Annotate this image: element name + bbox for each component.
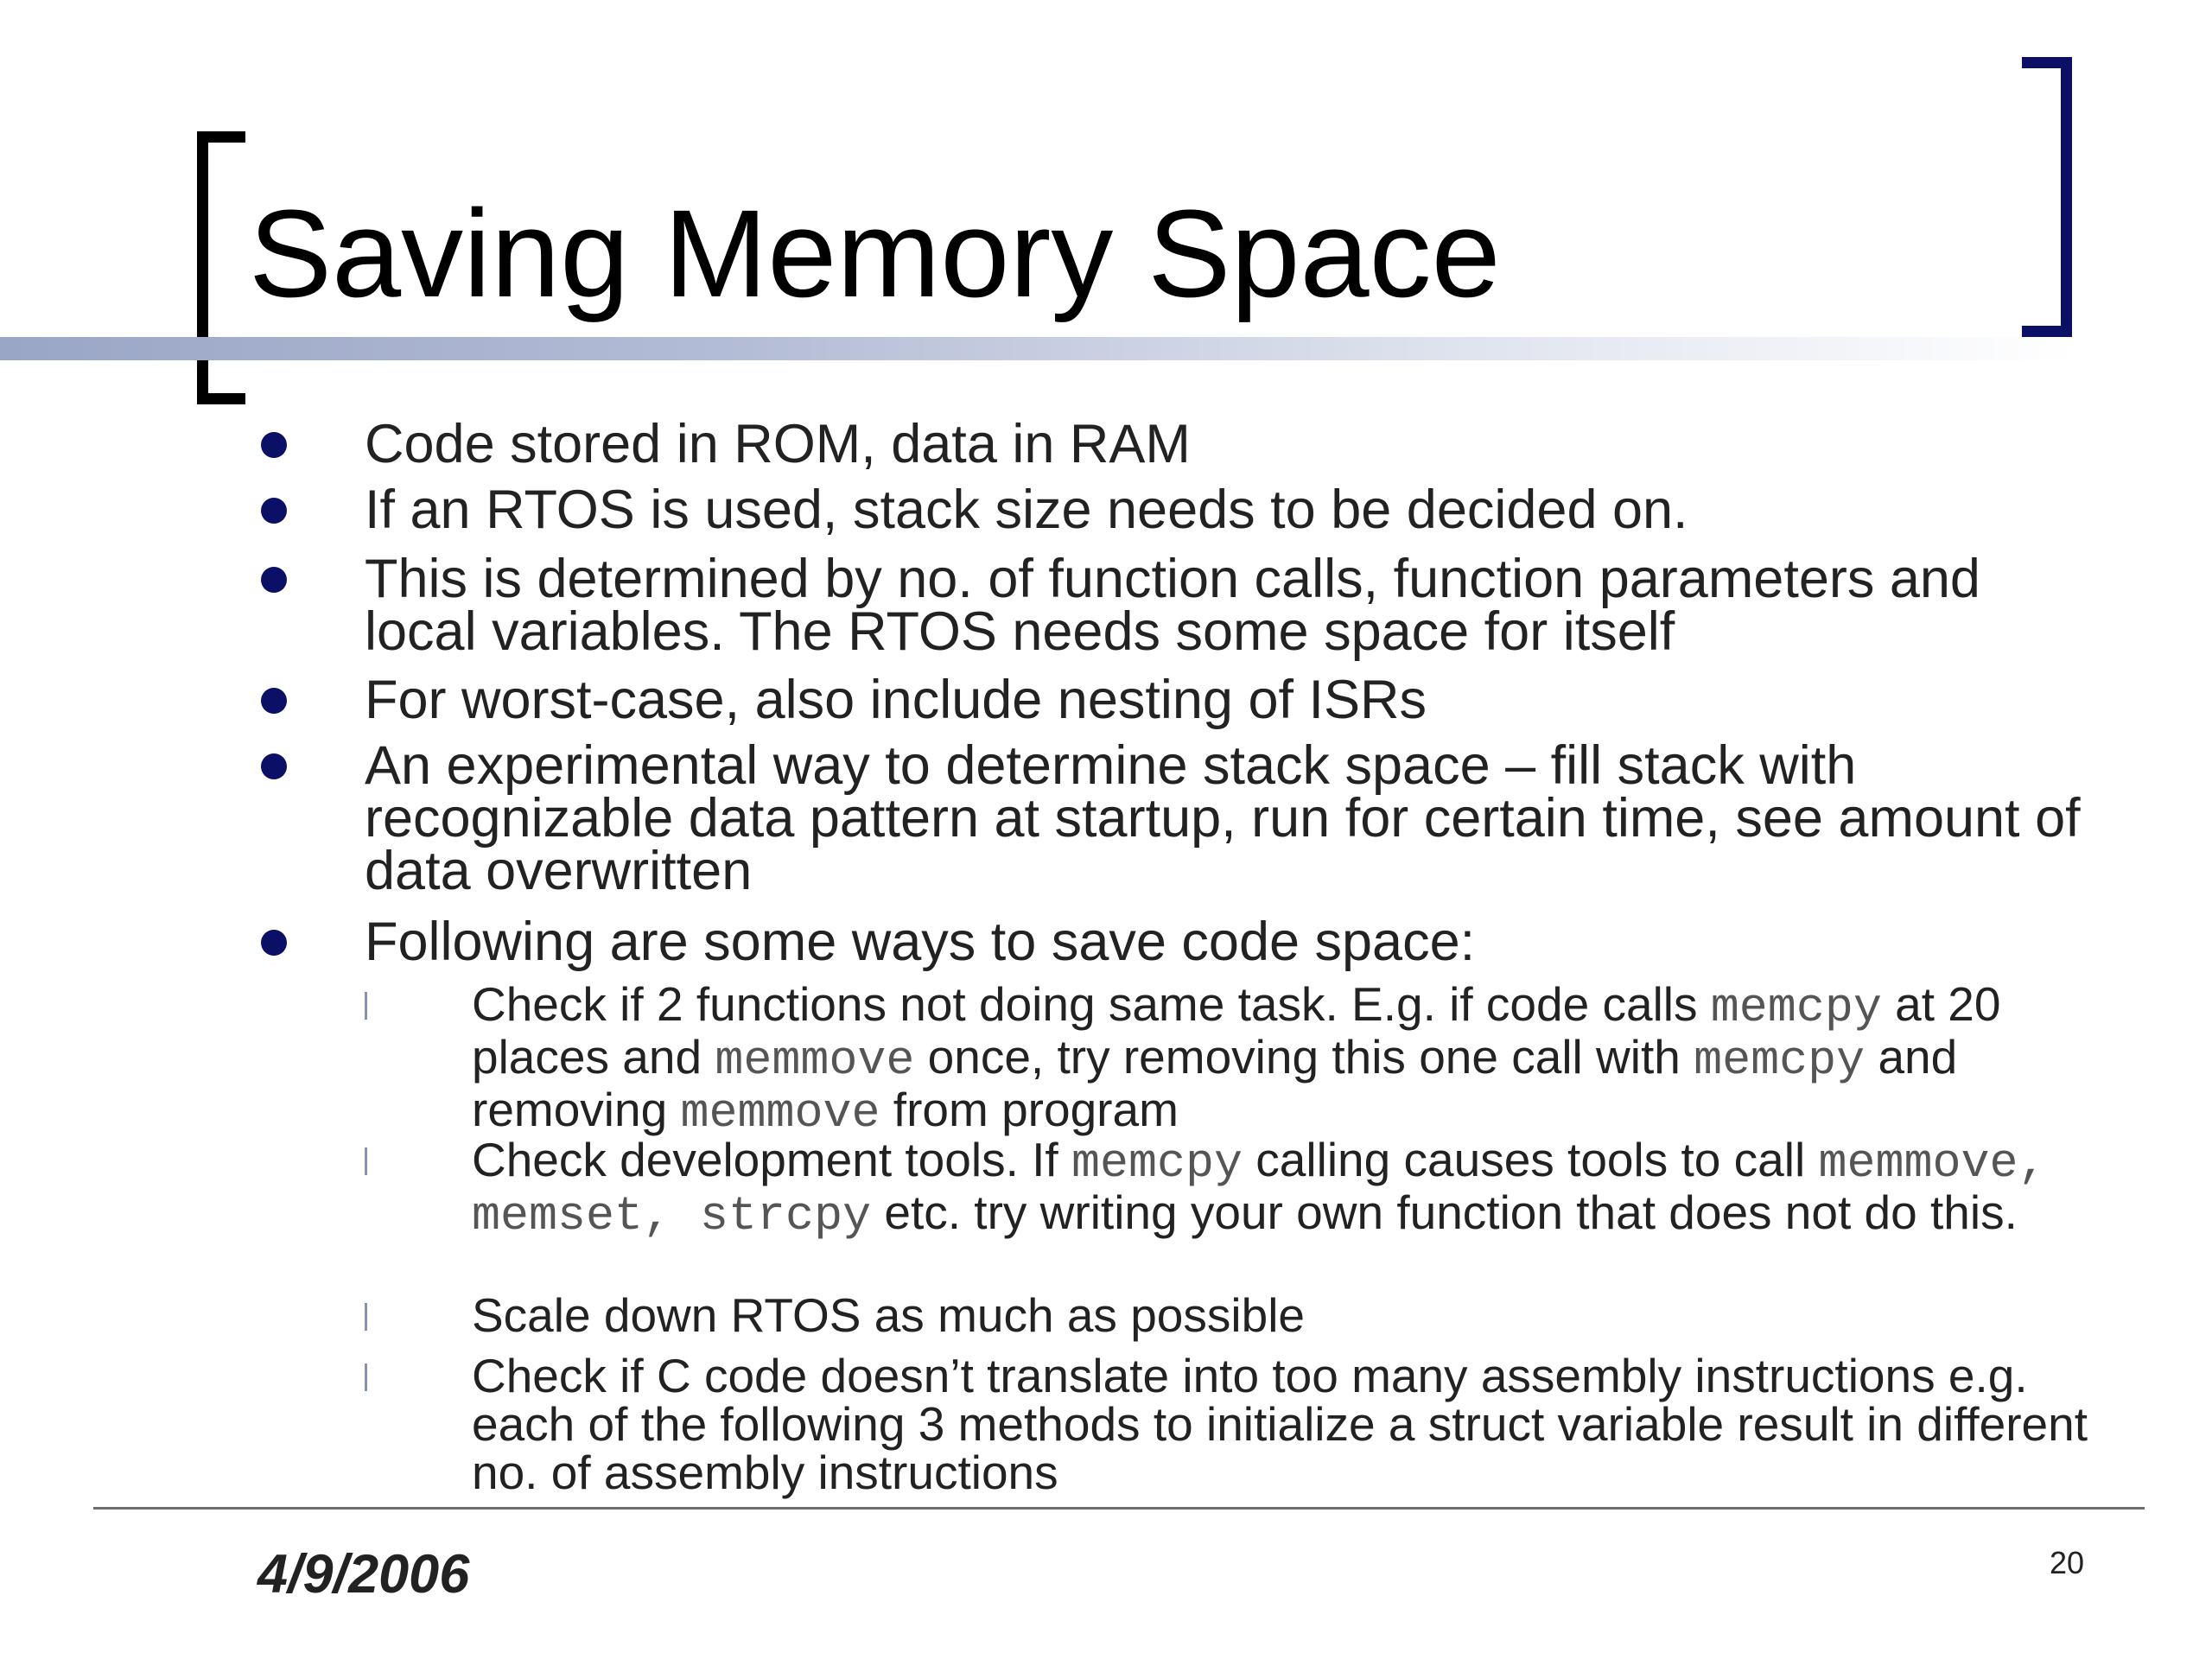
- code-memmove: memmove: [680, 1086, 880, 1141]
- sub-bullet-tick-icon: [365, 992, 367, 1020]
- bullet-item: [365, 414, 2093, 474]
- sub-bullet-tick-icon: [365, 1303, 367, 1331]
- sub-bullet-tick-icon: [365, 1363, 367, 1391]
- code-memcpy: memcpy: [1071, 1136, 1243, 1191]
- sub-bullet-tick-icon: [365, 1147, 367, 1175]
- page-number: 20: [2050, 1545, 2085, 1580]
- bullet-text: For worst-case, also include nesting of ISRs: [365, 670, 1427, 730]
- code-memmove: memmove: [715, 1033, 915, 1088]
- code-memcpy: memcpy: [1694, 1033, 1866, 1088]
- footer-date: 4/9/2006: [257, 1544, 470, 1605]
- bullet-text: If an RTOS is used, stack size needs to be decided on.: [365, 480, 1688, 540]
- bullet-text: An experimental way to determine stack space – fill stack with recognizable data pattern at startup, run for certain time, see amount of data overwritten: [365, 735, 2081, 901]
- bullet-text: This is determined by no. of function calls, function parameters and local variables. The RTOS needs some space for itself: [365, 549, 1980, 662]
- sub-bullet-item: [472, 1351, 2096, 1497]
- slide-title: Saving Memory Space: [249, 184, 1501, 323]
- code-memcpy: memcpy: [1710, 981, 1882, 1035]
- bullet-item: [365, 912, 2093, 972]
- bullet-text: Following are some ways to save code space:: [365, 912, 1476, 972]
- bullet-dot-icon: [261, 567, 287, 593]
- code-function-list: memmove, memset, strcpy: [472, 1136, 2047, 1243]
- bullet-item: [365, 670, 2093, 730]
- sub-bullet-text: Check if C code doesn’t translate into too many assembly instructions e.g. each of the following 3 methods to initialize a struct variable result in different no. of assembly instructions: [472, 1349, 2088, 1499]
- bullet-item: [365, 735, 2093, 901]
- bullet-dot-icon: [261, 688, 287, 714]
- sub-bullet-text: Scale down RTOS as much as possible: [472, 1288, 1306, 1342]
- right-bracket-decoration: [2022, 57, 2072, 337]
- sub-bullet-item: [472, 1288, 2096, 1342]
- sub-bullet-text: Check development tools. If memcpy calling causes tools to call memmove, memset, strcpy etc. try writing your own function that does not do this.: [472, 1133, 2047, 1243]
- sub-bullet-item: [472, 1135, 2096, 1241]
- bullet-item: [365, 480, 2093, 540]
- footer-divider: [93, 1507, 2145, 1510]
- bullet-item: [365, 549, 2093, 662]
- sub-bullet-item: [472, 977, 2096, 1141]
- left-bracket-decoration: [197, 131, 245, 404]
- bullet-dot-icon: [261, 432, 287, 458]
- bullet-dot-icon: [261, 498, 287, 524]
- bullet-dot-icon: [261, 753, 287, 779]
- sub-bullet-text: Check if 2 functions not doing same task. E.g. if code calls memcpy at 20 places and memmove once, try removing this one call with memcpy and removing memmove from program: [472, 977, 2001, 1141]
- bullet-text: Code stored in ROM, data in RAM: [365, 414, 1191, 474]
- bullet-dot-icon: [261, 930, 287, 956]
- title-underline-bar: [0, 337, 2074, 360]
